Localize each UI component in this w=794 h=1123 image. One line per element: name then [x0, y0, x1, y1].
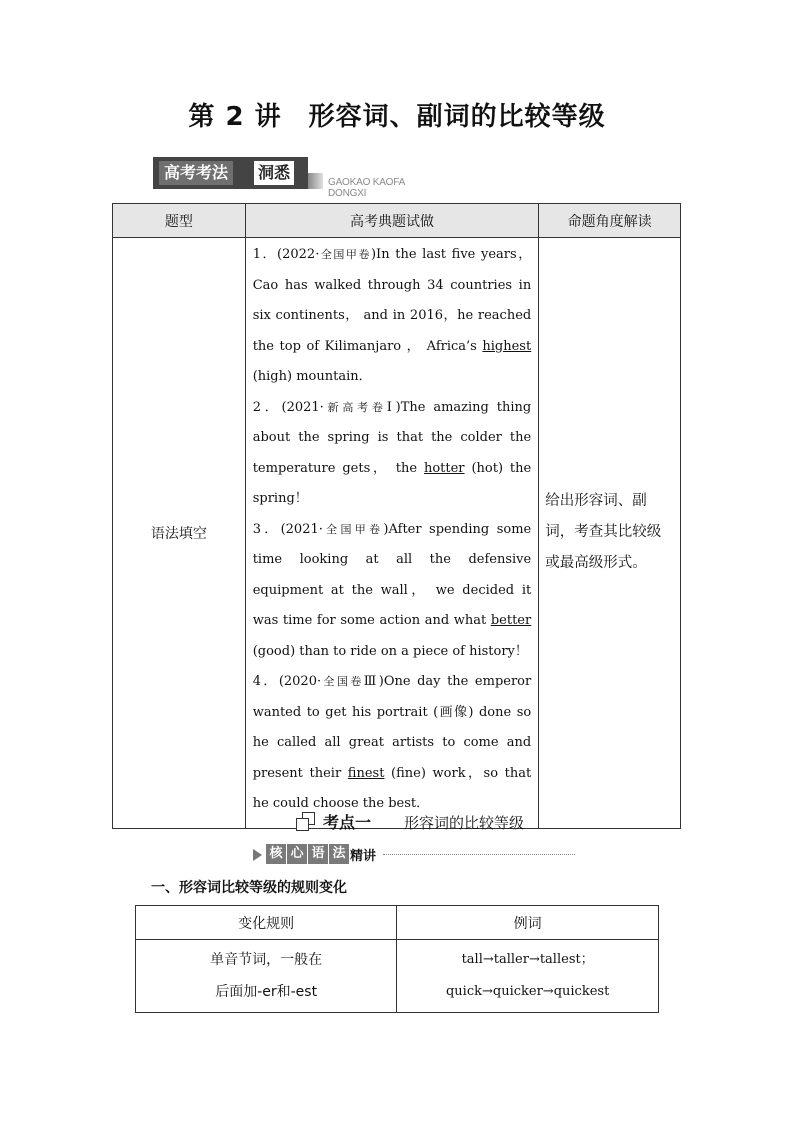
header-analysis: 命题角度解读 [539, 204, 681, 238]
question-source: 全国甲卷 [319, 248, 371, 261]
core-suffix: 精讲 [350, 849, 377, 864]
example-line: quick→quicker→quickest [445, 984, 610, 999]
table-row [136, 940, 659, 1013]
question-answer: highest [482, 338, 532, 354]
core-char-box: 心 [287, 844, 307, 864]
header-exam-questions: 高考典题试做 [245, 204, 539, 238]
banner-label-main: 高考考法 [159, 161, 233, 185]
banner-subtitle: GAOKAO KAOFA DONGXI [328, 177, 405, 199]
example-cell [397, 940, 659, 1013]
rule-line: 后面加-er和-est [215, 984, 318, 1000]
section-banner [153, 157, 443, 199]
core-char-box: 法 [329, 844, 349, 864]
question-1: 1．(2022·全国甲卷)In the last five years，Cao has walked through 34 countries in six continents， and in 2016，he reached the top of Kilimanjaro ， Africa’s highest (high) mountain． [252, 247, 532, 384]
page-title: 第 2 讲 形容词、副词的比较等级 [188, 102, 606, 132]
exam-table-header [113, 204, 681, 238]
table-row [113, 238, 681, 829]
header-question-type: 题型 [113, 204, 246, 238]
example-line: tall→taller→tallest； [461, 952, 594, 967]
core-char-box: 核 [266, 844, 286, 864]
core-grammar-banner [253, 844, 575, 866]
analysis-cell: 给出形容词、副词，考查其比较级或最高级形式。 [539, 238, 681, 829]
stacked-squares-icon [296, 812, 314, 830]
rule-table-header [136, 906, 659, 940]
dotted-divider [383, 854, 575, 855]
rule-line: 单音节词，一般在 [210, 952, 323, 968]
question-2: 2．(2021·新高考卷Ⅰ)The amazing thing about the spring is that the colder the temperature gets， the hotter (hot) the spring！ [252, 399, 532, 506]
core-char-box: 语 [308, 844, 328, 864]
rule-table [135, 905, 659, 1013]
header-example: 例词 [397, 906, 659, 940]
kaodian-topic: 形容词的比较等级 [404, 814, 525, 832]
question-source: 全国甲卷 [322, 522, 384, 536]
question-category: 语法填空 [113, 238, 246, 829]
kaodian-label: 考点一 [323, 813, 372, 832]
header-rule: 变化规则 [136, 906, 397, 940]
section-heading: 一、形容词比较等级的规则变化 [151, 880, 347, 896]
question-answer: finest [347, 765, 385, 781]
banner-shade [308, 173, 323, 189]
question-source: 新高考卷 [323, 400, 387, 414]
question-4: 4．(2020·全国卷Ⅲ)One day the emperor wanted to get his portrait (画像) done so he called all great artists to come and present their finest (fine) work，so that he could choose the best． [252, 674, 532, 811]
question-answer: better [490, 613, 532, 628]
rule-cell [136, 940, 397, 1013]
questions-cell [245, 238, 539, 829]
banner-label-accent: 洞悉 [254, 161, 294, 185]
triangle-icon [253, 849, 262, 861]
question-source: 全国卷 [321, 675, 364, 688]
exam-table [112, 203, 681, 829]
question-3: 3．(2021·全国甲卷)After spending some time looking at all the defensive equipment at the wall， we decided it was time for some action and what better (good) than to ride on a piece of history！ [252, 521, 532, 659]
question-answer: hotter [423, 460, 465, 476]
